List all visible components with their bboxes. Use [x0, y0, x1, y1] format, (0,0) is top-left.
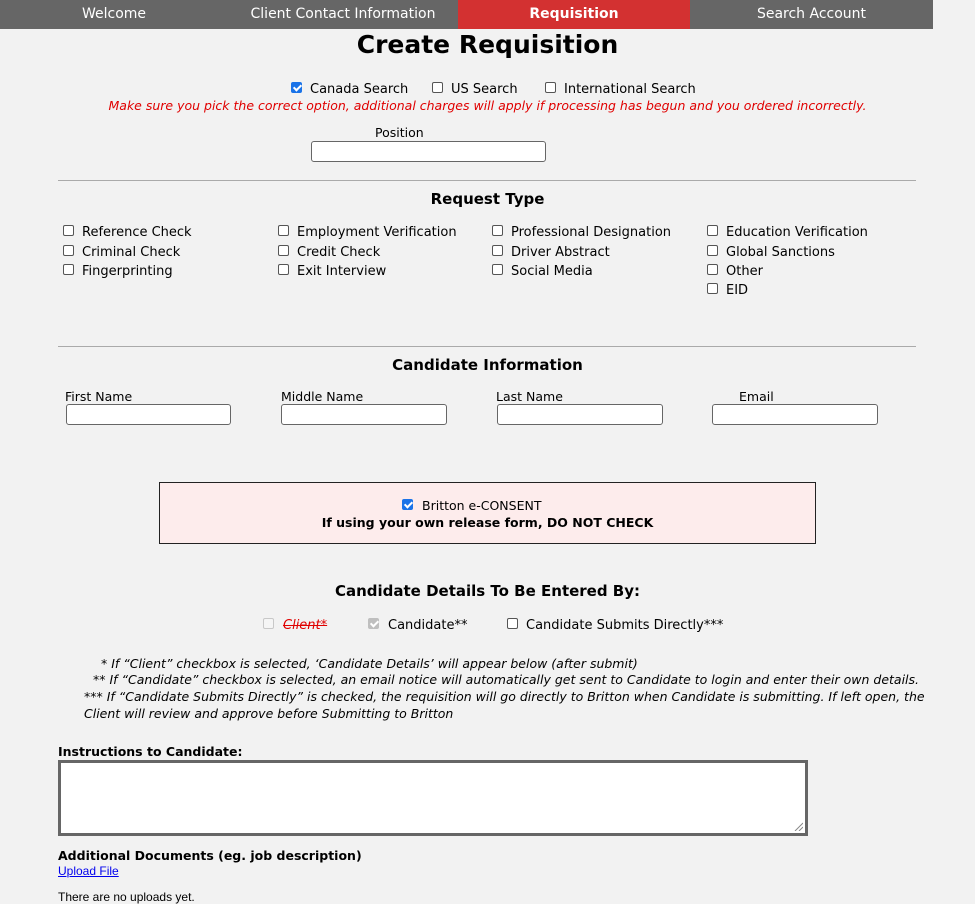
tab-requisition[interactable]: Requisition — [458, 0, 690, 29]
international-search-label: International Search — [564, 82, 696, 97]
eid-checkbox[interactable] — [707, 283, 718, 294]
search-warning: Make sure you pick the correct option, additional charges will apply if processing has begun and you ordered incorrectly. — [108, 98, 867, 113]
note-client: * If “Client” checkbox is selected, ‘Candidate Details’ will appear below (after submit) — [101, 656, 638, 671]
social-media-label: Social Media — [511, 264, 593, 279]
employment-verification-checkbox[interactable] — [278, 225, 289, 236]
professional-designation-label: Professional Designation — [511, 225, 672, 240]
global-sanctions-label: Global Sanctions — [726, 245, 835, 260]
reference-check-label: Reference Check — [82, 225, 192, 240]
note-submits-directly-cont: Client will review and approve before Submitting to Britton — [84, 706, 454, 721]
instructions-label: Instructions to Candidate: — [58, 744, 243, 759]
international-search-checkbox[interactable] — [545, 82, 556, 93]
first-name-label: First Name — [65, 389, 133, 404]
global-sanctions-checkbox[interactable] — [707, 245, 718, 256]
exit-interview-label: Exit Interview — [297, 264, 387, 279]
eid-label: EID — [726, 283, 749, 298]
candidate-submits-directly-label: Candidate Submits Directly*** — [526, 618, 724, 633]
candidate-submits-directly-checkbox[interactable] — [507, 618, 518, 629]
other-checkbox[interactable] — [707, 264, 718, 275]
client-checkbox[interactable] — [263, 618, 274, 629]
top-nav — [0, 0, 933, 29]
no-uploads-text: There are no uploads yet. — [58, 890, 195, 904]
driver-abstract-label: Driver Abstract — [511, 245, 610, 260]
instructions-textarea[interactable] — [58, 760, 808, 836]
page-title: Create Requisition — [356, 30, 619, 59]
education-verification-label: Education Verification — [726, 225, 868, 240]
criminal-check-label: Criminal Check — [82, 245, 181, 260]
client-label: Client* — [283, 618, 328, 633]
resize-handle-icon[interactable] — [794, 822, 803, 831]
upload-file-link[interactable]: Upload File — [58, 864, 119, 878]
reference-check-checkbox[interactable] — [63, 225, 74, 236]
note-candidate: ** If “Candidate” checkbox is selected, an email notice will automatically get sent to Candidate to login and enter their own details. — [93, 672, 920, 687]
last-name-label: Last Name — [496, 389, 563, 404]
fingerprinting-label: Fingerprinting — [82, 264, 173, 279]
exit-interview-checkbox[interactable] — [278, 264, 289, 275]
social-media-checkbox[interactable] — [492, 264, 503, 275]
position-label: Position — [375, 125, 424, 140]
criminal-check-checkbox[interactable] — [63, 245, 74, 256]
request-type-heading: Request Type — [430, 190, 545, 208]
candidate-information-heading: Candidate Information — [392, 356, 583, 374]
us-search-checkbox[interactable] — [432, 82, 443, 93]
position-input[interactable] — [311, 141, 546, 162]
employment-verification-label: Employment Verification — [297, 225, 457, 240]
britton-econsent-label: Britton e-CONSENT — [422, 498, 542, 513]
candidate-checkbox[interactable] — [368, 618, 379, 629]
consent-warning: If using your own release form, DO NOT CHECK — [321, 515, 654, 530]
additional-documents-label: Additional Documents (eg. job description) — [58, 848, 362, 863]
middle-name-label: Middle Name — [281, 389, 364, 404]
canada-search-label: Canada Search — [310, 82, 409, 97]
other-label: Other — [726, 264, 763, 279]
professional-designation-checkbox[interactable] — [492, 225, 503, 236]
candidate-label: Candidate** — [388, 618, 468, 633]
canada-search-checkbox[interactable] — [291, 82, 302, 93]
last-name-input[interactable] — [497, 404, 663, 425]
email-label: Email — [739, 389, 774, 404]
first-name-input[interactable] — [66, 404, 231, 425]
middle-name-input[interactable] — [281, 404, 447, 425]
credit-check-checkbox[interactable] — [278, 245, 289, 256]
britton-econsent-checkbox[interactable] — [402, 499, 413, 510]
us-search-label: US Search — [451, 82, 518, 97]
divider — [58, 346, 916, 347]
fingerprinting-checkbox[interactable] — [63, 264, 74, 275]
education-verification-checkbox[interactable] — [707, 225, 718, 236]
details-entry-heading: Candidate Details To Be Entered By: — [334, 582, 641, 600]
tab-search-account[interactable]: Search Account — [756, 6, 867, 22]
email-input[interactable] — [712, 404, 878, 425]
driver-abstract-checkbox[interactable] — [492, 245, 503, 256]
tab-client-contact-information[interactable]: Client Contact Information — [250, 6, 436, 22]
consent-box — [159, 482, 816, 544]
note-submits-directly: *** If “Candidate Submits Directly” is checked, the requisition will go directly to Britton when Candidate is submitting. If left open, the — [84, 689, 925, 704]
credit-check-label: Credit Check — [297, 245, 381, 260]
tab-welcome[interactable]: Welcome — [81, 6, 147, 22]
divider — [58, 180, 916, 181]
